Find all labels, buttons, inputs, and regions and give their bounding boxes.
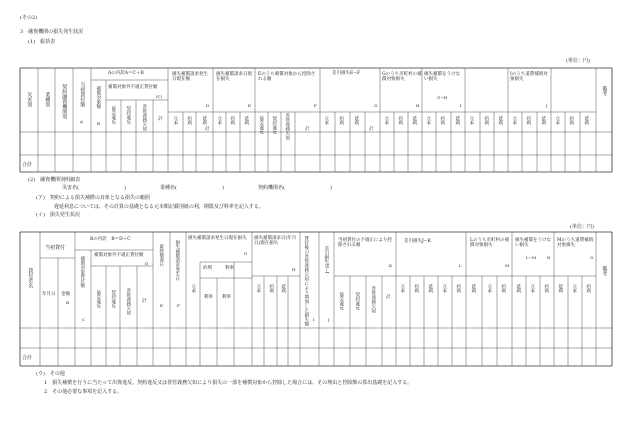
col-F: F xyxy=(314,103,317,108)
business-field[interactable]: 業種名( ) xyxy=(160,185,224,191)
col-E: E xyxy=(160,303,163,308)
other-title: (ウ) その他 xyxy=(36,371,65,377)
sub-principal: 元本 xyxy=(399,284,405,293)
col-N: N xyxy=(547,255,551,260)
sub-principal: 元本 xyxy=(216,116,222,125)
sub-care: 善管義務欠如 xyxy=(370,286,376,313)
col-loss-claim: 損失補償請求発生日現在額 xyxy=(172,72,208,83)
sub-delay: 延利 xyxy=(470,284,476,293)
col-H: H xyxy=(416,103,420,108)
col-J: J xyxy=(328,317,330,322)
sub-total: 計 xyxy=(305,127,310,132)
sub-cooperation: 協会違反 xyxy=(258,116,264,134)
col-contract: 契約違反 xyxy=(125,106,131,124)
col-not-covered: 補償対象外不適正貸付額 xyxy=(94,253,144,258)
col-covered: 補償対象額 xyxy=(95,86,101,109)
col-cooperation: 協会違反 xyxy=(110,106,116,124)
sub-delay: 延利 xyxy=(353,116,359,125)
sub-rate: 利率 xyxy=(204,295,213,300)
col-O: O xyxy=(590,255,594,260)
col-B: B xyxy=(97,121,100,126)
sub-delay: 延利 xyxy=(557,284,563,293)
sub-principal: 元本 xyxy=(323,116,329,125)
col-A: A xyxy=(80,119,83,124)
sub-principal: 元本 xyxy=(255,284,261,293)
unit-label-2: (単位：円) xyxy=(570,224,594,230)
col-H: H xyxy=(292,267,296,272)
sub-contract: 契約違反 xyxy=(271,116,277,134)
sub-principal: 元本 xyxy=(172,116,178,125)
col-amount: 金額 xyxy=(61,292,70,297)
note-b-title: (イ) 損失発生状況 xyxy=(36,212,80,218)
subsection-title: (1) 総括表 xyxy=(28,39,56,45)
sub-interest: 約利 xyxy=(568,116,574,125)
col-L: L xyxy=(459,263,462,268)
sub-principal: 元本 xyxy=(511,116,517,125)
sub-delay: 延利 xyxy=(201,116,207,125)
section-title: 3 融資機関の損失発生状況 xyxy=(20,29,84,35)
sub-delay: 延利 xyxy=(454,116,460,125)
col-care: 善管義務欠如 xyxy=(141,104,147,131)
sub-delay: 延利 xyxy=(540,116,546,125)
col-remarks: 備考 xyxy=(601,266,608,276)
sub-interest: 約利 xyxy=(338,116,344,125)
sub-interest: 約利 xyxy=(413,284,419,293)
sub-delay: 延利 xyxy=(411,116,417,125)
col-D: D xyxy=(206,103,210,108)
col-C: (C) xyxy=(156,94,163,99)
col-I: I xyxy=(460,103,462,108)
col-contract: 契約違反 xyxy=(110,290,116,308)
sub-interest: 約利 xyxy=(268,284,274,293)
col-total: 計 xyxy=(142,299,147,304)
note-a-text: 遅延利息については、その計算の基礎となる元本額記載別紙の利，期限及び料率を記入する。 xyxy=(54,204,264,210)
sub-delay: 延利 xyxy=(583,116,589,125)
sub-interest: 約利 xyxy=(483,116,489,125)
col-GH: G−H xyxy=(437,95,448,100)
col-J-excluded: 当初貸付の不適正により控除される額 xyxy=(338,238,392,249)
sub-interest: 約利 xyxy=(439,116,445,125)
col-institution: 契約融資機関別 xyxy=(61,84,68,119)
col-D: D xyxy=(145,261,149,266)
col-LM: L−M xyxy=(526,255,537,260)
sub-delay: 延利 xyxy=(515,284,521,293)
section2-title: (2) 融資機関別明細表 xyxy=(28,177,81,183)
col-not-covered: 補償対象外不適正貸付額 xyxy=(108,85,158,90)
note-a-title: (ア) 契約による損失補償の対象となる損失の範囲 xyxy=(36,195,150,201)
sub-principal: 元本 xyxy=(468,116,474,125)
disaster-field[interactable]: 災害名( ) xyxy=(62,185,126,191)
col-care: 善管義務欠如 xyxy=(125,288,131,315)
col-E-excluded: Eのうち補償対象から控除される額 xyxy=(258,72,316,83)
col-recover: 貸付後の善管義務欠如により増加した損失額 xyxy=(303,236,309,326)
col-loss-total: Aの内訳A＝C＋B xyxy=(108,71,144,76)
col-loss-claim: 損失補償請求発生日現在損失 xyxy=(188,236,247,241)
sub-interest: 約利 xyxy=(500,284,506,293)
col-K: K xyxy=(389,263,392,268)
sub-delay: 延利 xyxy=(427,284,433,293)
col-borrower: 貸付者名 xyxy=(27,268,34,288)
col-covered: 補償対象貸付額 xyxy=(79,256,85,288)
unit-label: (単位：円) xyxy=(566,58,590,64)
col-rate-pct: 利率 xyxy=(225,266,234,271)
sub-interest: 約利 xyxy=(543,284,549,293)
col-I-national: Iのうち道費補填対象損失 xyxy=(510,72,548,83)
other-note-2: 2 その他必要な事項を記入する。 xyxy=(44,389,123,395)
col-E: E xyxy=(248,103,251,108)
col-loss-base: 損失補償請求日現在損失 xyxy=(216,72,252,83)
sub-total: 計 xyxy=(369,127,374,132)
col-J: J xyxy=(546,103,548,108)
col-outside: 損失補償をうけない損失 xyxy=(515,238,551,249)
col-outside: 損失補償をうけない損失 xyxy=(424,72,460,83)
sub-principal: 元本 xyxy=(425,116,431,125)
col-C: C xyxy=(82,317,86,322)
col-loan-amount: 当初貸付額 xyxy=(79,82,86,107)
col-G-city: Gのうち市町村の補償対象損失 xyxy=(382,72,422,83)
col-total: 計 xyxy=(158,117,163,122)
detail-total-row: 合計 xyxy=(22,355,33,361)
col-G: G xyxy=(244,251,248,256)
col-L-city: Lのうち市町村の補償対象損失 xyxy=(470,238,509,249)
summary-total-row: 合計 xyxy=(22,162,33,168)
col-claim-date: 損失補償請求発生日 xyxy=(174,240,180,281)
sub-delay: 延利 xyxy=(243,116,249,125)
sub-principal: 元本 xyxy=(383,116,389,125)
sub-interest: 約利 xyxy=(397,116,403,125)
sub-principal: 元本 xyxy=(441,284,447,293)
sub-principal: 元本 xyxy=(529,284,535,293)
sub-interest: 約利 xyxy=(525,116,531,125)
sub-total: 計 xyxy=(205,127,210,132)
col-loan-amount: 当初貸付 xyxy=(45,245,66,251)
col-loss-total: Bの内訳 B＝D＋C xyxy=(90,237,131,242)
sub-delay: 延利 xyxy=(497,116,503,125)
col-I: I xyxy=(313,317,315,322)
col-final-date: 最終償還日 xyxy=(158,244,164,267)
sub-delay: 延利 xyxy=(280,284,286,293)
col-F: F xyxy=(177,303,180,308)
sub-interest: 約利 xyxy=(186,116,192,125)
col-loss-base: 損失補償請求日(年月日)現在損失 xyxy=(254,236,297,247)
col-remarks: 備考 xyxy=(601,86,608,96)
sub-interest: 約利 xyxy=(455,284,461,293)
col-N-national: Mのうち道費補填対象損失 xyxy=(557,238,594,249)
sub-contract: 契約違反 xyxy=(354,292,360,310)
sub-cooperation: 協会違反 xyxy=(338,292,344,310)
col-rate: 約利 xyxy=(203,266,212,271)
col-B-label: B xyxy=(66,300,69,305)
col-diff: 差引損失H−I xyxy=(323,246,329,274)
sub-care: 善管義務欠如 xyxy=(284,113,290,140)
other-note-1: 1 損失補償を行うに当たって出資違反、契約違反又は善管義務欠如により損失の一部を補償対象から控除した場合には、その理由と控除額の算出基礎を記入する。 xyxy=(44,380,413,386)
sub-principal: 元本 xyxy=(571,284,577,293)
sub-principal: 元本 xyxy=(190,284,196,293)
sub-total: 計 xyxy=(386,295,391,300)
sub-rate: 利率 xyxy=(222,295,231,300)
col-G: G xyxy=(374,103,378,108)
col-disaster: 災害別 xyxy=(26,92,33,107)
col-business: 業種別 xyxy=(44,92,51,107)
institution-field[interactable]: 契約機関名( ) xyxy=(258,185,332,191)
col-M: M xyxy=(505,263,510,268)
sub-principal: 元本 xyxy=(554,116,560,125)
sub-principal: 元本 xyxy=(486,284,492,293)
sub-interest: 約利 xyxy=(585,284,591,293)
col-diff: 差引損失E−F xyxy=(332,71,361,76)
sub-interest: 約利 xyxy=(229,116,235,125)
col-date: 年月日 xyxy=(42,292,56,297)
col-cooperation: 協会違反 xyxy=(95,290,101,308)
page-marker: (その2) xyxy=(20,15,38,21)
col-diff2: 差引損失J−K xyxy=(404,239,431,244)
